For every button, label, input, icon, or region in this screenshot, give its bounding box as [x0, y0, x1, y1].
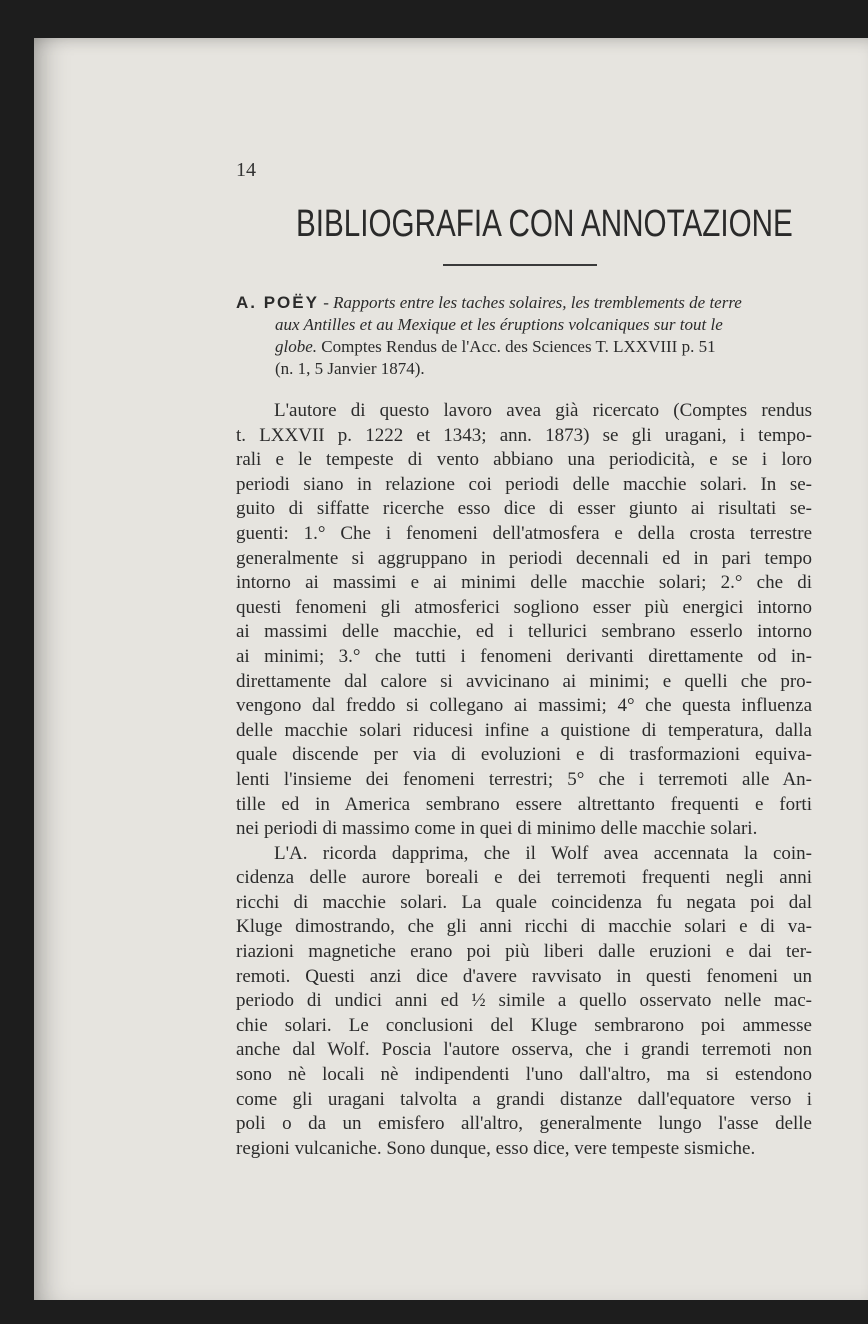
text-line: guito di siffatte ricerche esso dice di esser giunto ai risultati se-	[236, 498, 812, 520]
text-line: chie solari. Le conclusioni del Kluge sembrarono poi ammesse	[236, 1014, 812, 1036]
text-line: quale discende per via di evoluzioni e di trasformazioni equiva-	[236, 744, 812, 766]
entry-line-4	[236, 358, 812, 380]
text-line: cidenza delle aurore boreali e dei terremoti frequenti negli anni	[236, 867, 812, 889]
entry-line-1	[236, 292, 812, 314]
text-line: intorno ai massimi e ai minimi delle macchie solari; 2.° che di	[236, 572, 812, 594]
annotation-text	[236, 399, 812, 1161]
text-line: questi fenomeni gli atmosferici sogliono esser più energici intorno	[236, 596, 812, 618]
text-line: L'autore di questo lavoro avea già ricercato (Comptes rendus	[274, 400, 812, 421]
text-line: riazioni magnetiche erano poi più liberi dalle eruzioni e dai ter-	[236, 941, 812, 963]
entry-title-1: Rapports entre les taches solaires, les tremblements de terre	[333, 293, 742, 312]
text-line: L'A. ricorda dapprima, che il Wolf avea accennata la coin-	[274, 842, 812, 864]
text-line: Kluge dimostrando, che gli anni ricchi di macchie solari e di va-	[236, 916, 812, 938]
text-line: vengono dal freddo si collegano ai massimi; 4° che questa influenza	[236, 695, 812, 717]
bibliography-entry	[236, 292, 812, 380]
text-line: anche dal Wolf. Poscia l'autore osserva, che i grandi terremoti non	[236, 1039, 812, 1061]
entry-source: Comptes Rendus de l'Acc. des Sciences T. LXXVIII p. 51	[317, 337, 716, 356]
text-line: remoti. Questi anzi dice d'avere ravvisato in questi fenomeni un	[236, 965, 812, 987]
text-line: direttamente dal calore si avvicinano ai minimi; e quelli che pro-	[236, 670, 812, 692]
text-line: come gli uragani talvolta a grandi distanze dall'equatore verso i	[236, 1088, 812, 1110]
text-line: delle macchie solari riducesi infine a quistione di temperatura, dalla	[236, 719, 812, 741]
text-line: guenti: 1.° Che i fenomeni dell'atmosfera e della crosta terrestre	[236, 522, 812, 544]
text-line: regioni vulcaniche. Sono dunque, esso dice, vere tempeste sismiche.	[236, 1137, 756, 1159]
entry-dash: -	[318, 293, 334, 312]
text-line: nei periodi di massimo come in quei di minimo delle macchie solari.	[236, 818, 758, 840]
entry-title-2: aux Antilles et au Mexique et les éruptions volcaniques sur tout le	[275, 315, 723, 334]
text-line: periodi siano in relazione coi periodi delle macchie solari. In se-	[236, 473, 812, 495]
text-line: lenti l'insieme dei fenomeni terrestri; 5° che i terremoti alle An-	[236, 768, 812, 790]
text-line: sono nè locali nè indipendenti l'uno dall'altro, ma si estendono	[236, 1064, 812, 1086]
text-line: ai minimi; 3.° che tutti i fenomeni derivanti direttamente od in-	[236, 645, 812, 667]
text-line: rali e le tempeste di vento abbiano una periodicità, e se i loro	[236, 449, 812, 471]
text-line: ricchi di macchie solari. La quale coincidenza fu negata poi dal	[236, 891, 812, 913]
text-line: t. LXXVII p. 1222 et 1343; ann. 1873) se gli uragani, i tempo-	[236, 424, 812, 446]
text-line: poli o da un emisfero all'altro, generalmente lungo l'asse delle	[236, 1113, 812, 1135]
text-line: tille ed in America sembrano essere altrettanto frequenti e forti	[236, 793, 812, 815]
text-line: ai massimi delle macchie, ed i tellurici sembrano esserlo intorno	[236, 621, 812, 643]
entry-author: A. POËY	[236, 293, 319, 312]
text-line: periodo di undici anni ed ½ simile a quello osservato nelle mac-	[236, 990, 812, 1012]
title-rule	[443, 264, 597, 266]
entry-line-2	[236, 314, 812, 336]
entry-date: (n. 1, 5 Janvier 1874).	[275, 359, 425, 378]
entry-line-3	[236, 336, 812, 358]
page-number: 14	[236, 159, 256, 181]
text-line: generalmente si aggruppano in periodi decennali ed in pari tempo	[236, 547, 812, 569]
page-title: BIBLIOGRAFIA CON ANNOTAZIONE	[296, 203, 793, 245]
entry-title-3: globe.	[275, 337, 318, 356]
